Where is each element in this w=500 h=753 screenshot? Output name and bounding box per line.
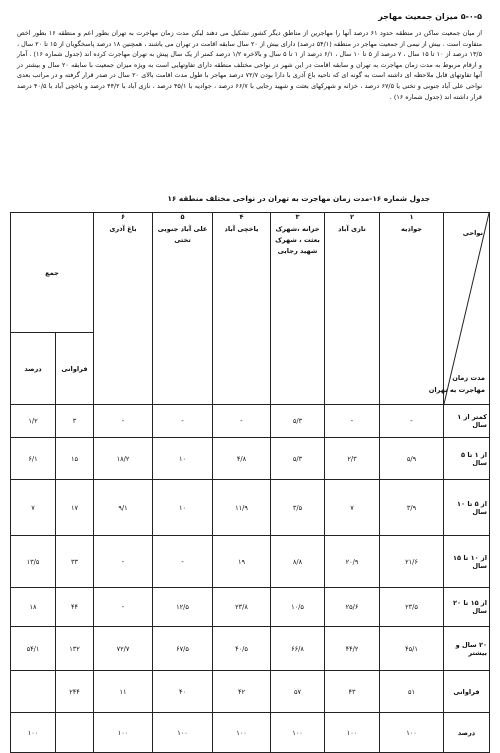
cell: ۲۳/۸ — [213, 588, 271, 627]
cell: ۷ — [325, 480, 380, 536]
cell: ۱/۲ — [11, 405, 56, 438]
cell: ۱۰۰ — [11, 713, 56, 753]
cell: - — [94, 588, 153, 627]
column-number: ۲ — [349, 213, 355, 221]
column-name: نازی آباد — [338, 225, 366, 233]
table-row — [11, 536, 490, 588]
table-row — [11, 480, 490, 536]
districts-label: نواحی — [462, 229, 483, 237]
column-number: ۴ — [239, 213, 244, 221]
cell: ۱۳۲ — [56, 627, 94, 671]
cell: ۱۰۰ — [325, 713, 380, 753]
body-paragraph: از میان جمعیت ساکن در منطقه حدود ۶۱ درصد آنها را مهاجرین از مناطق دیگر کشور تشکیل می دهند لیکن مدت زمان مهاجرت به تهران بطور اعم و منطقه ۱۶ بطور اخص متفاوت است . بیش از نیمی از جمعیت مهاجر در منطقه (۵۴/۱ درصد) دارای بیش از ۲۰ سال سابقه اقامت در تهران می باشند ، همچنین ۱۸ درصد پاسخگویان از ۱۵ تا ۲۰ سال ، ۱۳/۵ درصد از ۱۰ تا ۱۵ سال ، ۷ درصد از ۵ تا ۱۰ سال ، ۶/۱ درصد از ۱ تا ۵ سال و بالاخره ۱/۲ درصد کمتر از یک سال پیش به تهران مهاجرت کرده اند (جدول شماره ۱۶) . آمار و ارقام مربوط به مدت زمان مهاجرت به تهران و سابقه اقامت در این شهر در نواحی مختلف منطقه دارای تفاوتهایی است به ویژه میزان جمعیت با سابقه ۲۰ سال و بیشتر در آنها تفاوتهای قابل ملاحظه ای داشته است به گونه ای که ناحیه باغ آذری با دارا بودن ۷۲/۷ درصد مهاجر با طول مدت اقامت بالای ۲۰ سال در صدر قرار گرفته و در مراتب بعدی نواحی علی آباد جنوبی و تختی با ۶۷/۵ درصد ، خزانه و شهرکهای بعثت و شهید رجایی با ۶۶/۷ درصد ، جوادیه با ۴۵/۱ درصد ، نازی آباد با ۴۴/۲ درصد و یاخچی آباد با ۴۰/۵ درصد قرار داشته اند (جدول شماره ۱۶) . — [17, 29, 483, 101]
cell: ۴/۸ — [213, 438, 271, 480]
cell: ۱۰ — [153, 480, 213, 536]
cell: ۱۰۰ — [213, 713, 271, 753]
cell — [11, 671, 56, 713]
cell: ۸/۸ — [271, 536, 325, 588]
cell: ۵۴/۱ — [11, 627, 56, 671]
column-name: جوادیه — [400, 225, 422, 233]
percent-header: درصد — [11, 333, 56, 405]
cell — [56, 713, 94, 753]
cell: - — [380, 405, 444, 438]
cell: - — [325, 405, 380, 438]
cell: - — [94, 536, 153, 588]
total-row-label — [444, 713, 490, 753]
cell: ۱۵ — [56, 438, 94, 480]
total-subrow-label: درصد — [457, 728, 476, 737]
cell: ۲۳/۵ — [380, 588, 444, 627]
column-number: ۱ — [409, 213, 414, 221]
cell: ۱۷ — [56, 480, 94, 536]
cell: ۵/۹ — [380, 438, 444, 480]
cell: ۱۳/۵ — [11, 536, 56, 588]
cell: ۶۷/۵ — [153, 627, 213, 671]
column-number: ۶ — [120, 213, 126, 221]
cell: ۷ — [11, 480, 56, 536]
row-label: از ۵ تا ۱۰ سال — [444, 480, 490, 536]
cell: ۴۰/۵ — [213, 627, 271, 671]
table-row — [11, 405, 490, 438]
cell: ۲۴۴ — [56, 671, 94, 713]
column-header — [325, 213, 380, 405]
diagonal-header-cell — [428, 213, 490, 405]
total-row-label — [444, 671, 490, 713]
table-row — [11, 438, 490, 480]
column-name: یاخچی آباد — [224, 225, 259, 233]
row-label: ۲۰ سال و بیشتر — [444, 627, 490, 671]
cell: ۵/۳ — [271, 438, 325, 480]
column-name: خزانه ،شهرک بعثت ، شهرک شهید رجایی — [275, 225, 320, 255]
cell: ۳۳ — [56, 536, 94, 588]
cell: ۴۲ — [213, 671, 271, 713]
row-label: کمتر از ۱ سال — [444, 405, 490, 438]
cell: ۴۵/۱ — [380, 627, 444, 671]
cell: ۱۰۰ — [271, 713, 325, 753]
cell: ۱۲/۵ — [153, 588, 213, 627]
cell: - — [213, 405, 271, 438]
cell: ۶/۱ — [11, 438, 56, 480]
cell: - — [153, 405, 213, 438]
row-label: از ۱۰ تا ۱۵ سال — [444, 536, 490, 588]
total-header: جمع — [11, 213, 94, 333]
column-number: ۵ — [180, 213, 185, 221]
cell: ۱۰ — [153, 438, 213, 480]
cell: ۱۰۰ — [153, 713, 213, 753]
total-frequency-row — [11, 671, 490, 713]
column-header — [153, 213, 213, 405]
cell: ۲۱/۶ — [380, 536, 444, 588]
cell: ۱۰۰ — [94, 713, 153, 753]
cell: ۲۵/۶ — [325, 588, 380, 627]
column-name: باغ آذری — [109, 225, 137, 233]
column-header — [94, 213, 153, 405]
cell: ۶۶/۸ — [271, 627, 325, 671]
cell: ۲۰/۹ — [325, 536, 380, 588]
table-row — [11, 627, 490, 671]
table-caption: جدول شماره ۱۶-مدت زمان مهاجرت به تهران در نواحی مختلف منطقه ۱۶ — [167, 194, 430, 203]
cell: ۳ — [56, 405, 94, 438]
frequency-header: فراوانی — [56, 333, 94, 405]
cell: ۴۴/۲ — [325, 627, 380, 671]
cell: ۱۰/۵ — [271, 588, 325, 627]
cell: ۳/۹ — [380, 480, 444, 536]
cell: ۵/۳ — [271, 405, 325, 438]
row-label: از ۱ تا ۵ سال — [444, 438, 490, 480]
cell: ۵۷ — [271, 671, 325, 713]
column-number: ۳ — [295, 213, 300, 221]
row-label: از ۱۵ تا ۲۰ سال — [444, 588, 490, 627]
cell: ۵۱ — [380, 671, 444, 713]
cell: ۱۱/۹ — [213, 480, 271, 536]
table-header-row — [11, 213, 490, 333]
cell: ۱۹ — [213, 536, 271, 588]
duration-label: مدت زمان مهاجرت به تهران — [428, 374, 485, 394]
cell: - — [153, 536, 213, 588]
section-title: ۵-۰-۵ میزان جمعیت مهاجر — [378, 12, 482, 21]
cell: ۱۱ — [94, 671, 153, 713]
cell: ۱۸ — [11, 588, 56, 627]
cell: ۲/۳ — [325, 438, 380, 480]
cell: ۱۸/۲ — [94, 438, 153, 480]
cell: ۱۰۰ — [380, 713, 444, 753]
cell: ۴۴ — [56, 588, 94, 627]
total-percent-row — [11, 713, 490, 753]
cell: ۷۲/۷ — [94, 627, 153, 671]
migration-duration-table — [10, 212, 490, 753]
cell: - — [94, 405, 153, 438]
column-header — [213, 213, 271, 405]
cell: ۹/۱ — [94, 480, 153, 536]
column-name: علی آباد جنوبی تختی — [157, 225, 208, 244]
cell: ۳/۵ — [271, 480, 325, 536]
cell: ۴۳ — [325, 671, 380, 713]
cell: ۴۰ — [153, 671, 213, 713]
column-header — [271, 213, 325, 405]
table-row — [11, 588, 490, 627]
total-subrow-label: فراوانی — [453, 687, 480, 696]
